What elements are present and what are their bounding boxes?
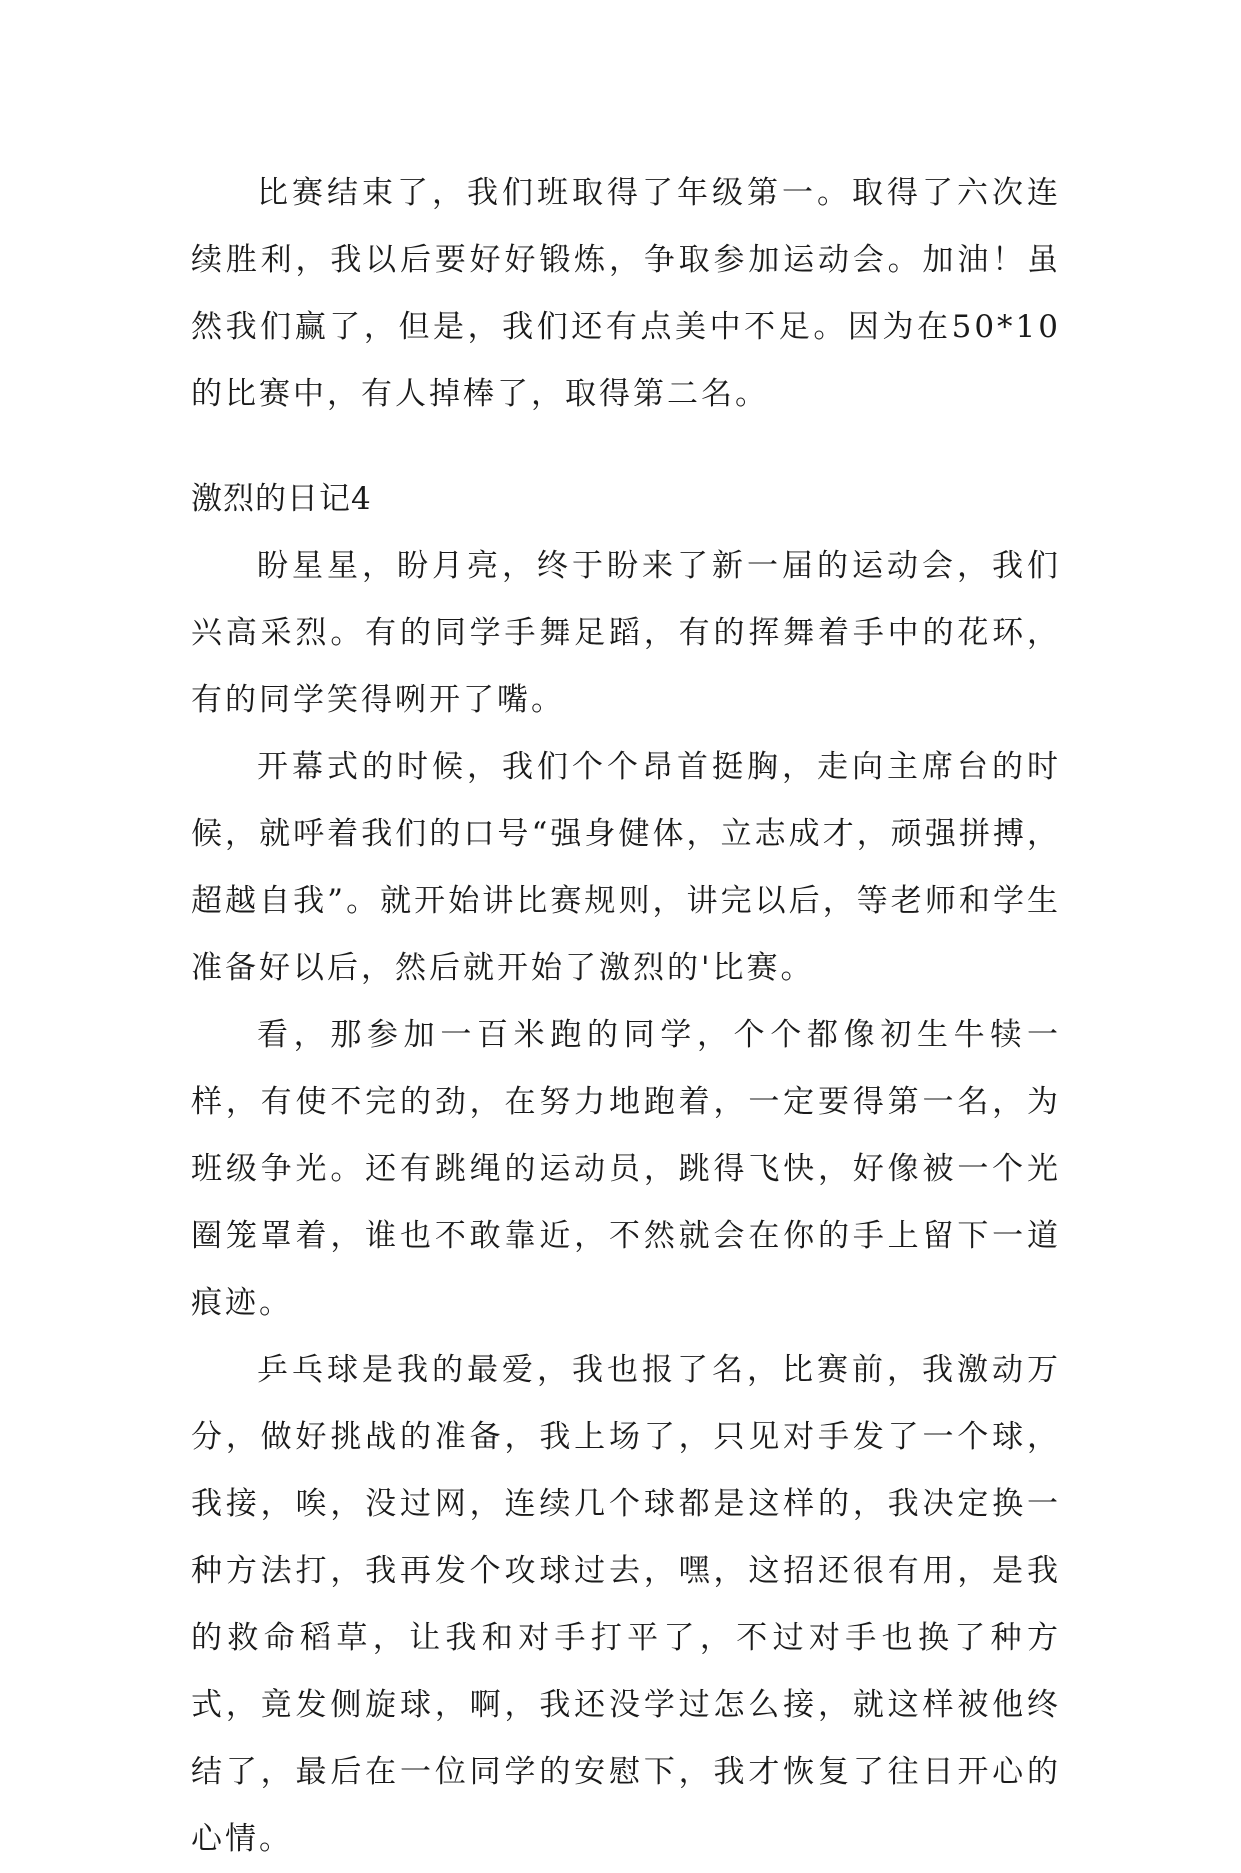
- paragraph-2: 盼星星，盼月亮，终于盼来了新一届的运动会，我们兴高采烈。有的同学手舞足蹈，有的挥舞着手中的花环，有的同学笑得咧开了嘴。: [191, 548, 1061, 718]
- paragraph-5: 乒乓球是我的最爱，我也报了名，比赛前，我激动万分，做好挑战的准备，我上场了，只见对手发了一个球，我接，唉，没过网，连续几个球都是这样的，我决定换一种方法打，我再发个攻球过去，嘿，这招还很有用，是我的救命稻草，让我和对手打平了，不过对手也换了种方式，竟发侧旋球，啊，我还没学过怎么接，就这样被他终结了，最后在一位同学的安慰下，我才恢复了往日开心的心情。: [191, 1352, 1061, 1857]
- paragraph-1: 比赛结束了，我们班取得了年级第一。取得了六次连续胜利，我以后要好好锻炼，争取参加运动会。加油！虽然我们赢了，但是，我们还有点美中不足。因为在50*10的比赛中，有人掉棒了，取得第二名。: [191, 175, 1061, 412]
- paragraph-3: 开幕式的时候，我们个个昂首挺胸，走向主席台的时候，就呼着我们的口号“强身健体，立志成才，顽强拼搏，超越自我”。就开始讲比赛规则，讲完以后，等老师和学生准备好以后，然后就开始了激烈的'比赛。: [191, 749, 1061, 986]
- section-heading: 激烈的日记4: [191, 481, 372, 517]
- paragraph-4: 看，那参加一百米跑的同学，个个都像初生牛犊一样，有使不完的劲，在努力地跑着，一定要得第一名，为班级争光。还有跳绳的运动员，跳得飞快，好像被一个光圈笼罩着，谁也不敢靠近，不然就会在你的手上留下一道痕迹。: [191, 1017, 1061, 1321]
- document-body: [191, 160, 1061, 1873]
